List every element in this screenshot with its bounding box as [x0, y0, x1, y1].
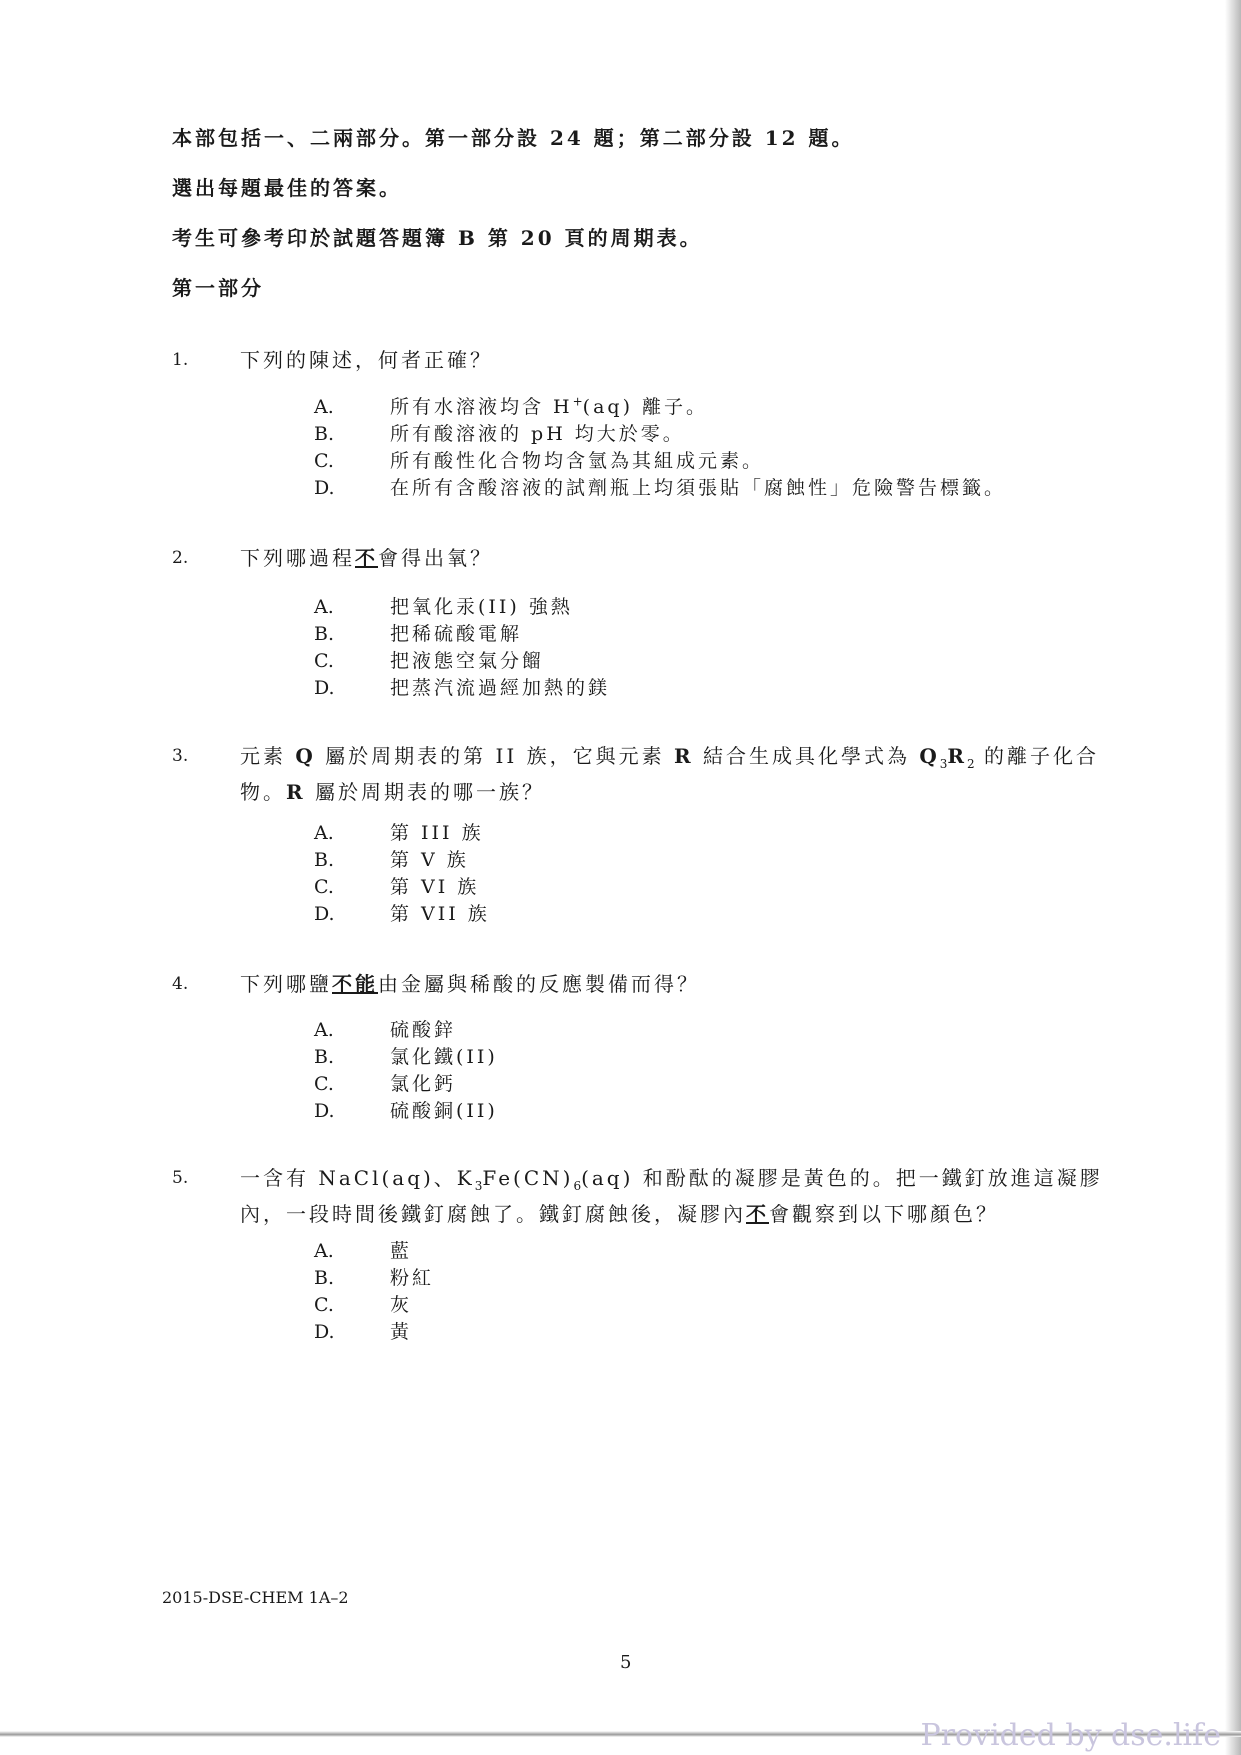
option-text: 第 VII 族 — [390, 903, 490, 925]
option-c — [314, 1069, 456, 1096]
option-a — [314, 392, 708, 419]
option-label: C. — [314, 1294, 334, 1316]
option-label: A. — [314, 596, 334, 618]
option-label: C. — [314, 450, 334, 472]
option-label: B. — [314, 1046, 335, 1068]
option-d — [314, 1096, 498, 1123]
option-label: A. — [314, 1019, 334, 1041]
question-number: 3. — [172, 746, 189, 766]
option-a — [314, 592, 573, 619]
option-text: 把蒸汽流過經加熱的鎂 — [390, 677, 611, 699]
option-text: 把氧化汞(II) 強熱 — [390, 596, 573, 618]
option-c — [314, 1290, 412, 1317]
option-c — [314, 872, 479, 899]
option-label: A. — [314, 1240, 334, 1262]
option-label: A. — [314, 396, 334, 418]
option-d — [314, 473, 1006, 500]
question-number: 4. — [172, 974, 189, 994]
instruction-parts: 本部包括一、二兩部分。第一部分設 24 題；第二部分設 12 題。 — [172, 126, 855, 150]
instruction-periodic-table: 考生可參考印於試題答題簿 B 第 20 頁的周期表。 — [172, 226, 703, 250]
option-b — [314, 1263, 434, 1290]
option-label: D. — [314, 677, 335, 699]
question-text: 元素 Q 屬於周期表的第 II 族，它與元素 R 結合生成具化學式為 $Q_3R_2$ 的離子化合物。R 屬於周期表的哪一族？ — [240, 744, 1100, 804]
option-label: D. — [314, 477, 335, 499]
option-d — [314, 673, 610, 700]
option-c — [314, 646, 544, 673]
option-text: 硫酸鋅 — [390, 1019, 457, 1041]
option-text: 把液態空氣分餾 — [390, 650, 545, 672]
option-text: 第 III 族 — [390, 822, 484, 844]
question-number: 2. — [172, 548, 189, 568]
option-d — [314, 1317, 412, 1344]
question-text: 一含有 NaCl(aq)、$K_3Fe(CN)_6(aq)$ 和酚酞的凝膠是黃色的。把一鐵釘放進這凝膠內，一段時間後鐵釘腐蝕了。鐵釘腐蝕後，凝膠內不會觀察到以下哪顏色？ — [240, 1166, 1103, 1226]
watermark: Provided by dse.life — [920, 1718, 1221, 1753]
option-label: D. — [314, 1321, 335, 1343]
option-b — [314, 619, 522, 646]
option-text: 藍 — [390, 1240, 413, 1262]
option-label: D. — [314, 1100, 335, 1122]
option-label: D. — [314, 903, 335, 925]
option-b — [314, 1042, 498, 1069]
paper-code: 2015-DSE-CHEM 1A–2 — [162, 1588, 349, 1607]
option-text: 在所有含酸溶液的試劑瓶上均須張貼「腐蝕性」危險警告標籤。 — [390, 477, 1007, 499]
instruction-choose-best: 選出每題最佳的答案。 — [172, 176, 402, 200]
option-label: C. — [314, 1073, 334, 1095]
page-number: 5 — [620, 1652, 632, 1673]
option-text: 氯化鐵(II) — [390, 1046, 498, 1068]
option-b — [314, 845, 469, 872]
option-label: C. — [314, 876, 334, 898]
option-label: B. — [314, 849, 335, 871]
option-label: C. — [314, 650, 334, 672]
option-label: A. — [314, 822, 334, 844]
option-text: 黃 — [390, 1321, 413, 1343]
option-text: 粉紅 — [390, 1267, 435, 1289]
option-text: 所有酸溶液的 pH 均大於零。 — [390, 423, 685, 445]
option-label: B. — [314, 623, 335, 645]
option-text: 第 VI 族 — [390, 876, 480, 898]
option-a — [314, 818, 484, 845]
question-text: 下列哪過程不會得出氧？ — [240, 546, 493, 570]
option-text: 硫酸銅(II) — [390, 1100, 498, 1122]
section-title: 第一部分 — [172, 276, 264, 300]
option-text: 把稀硫酸電解 — [390, 623, 523, 645]
option-a — [314, 1015, 456, 1042]
question-number: 1. — [172, 350, 189, 370]
question-text: 下列哪鹽不能由金屬與稀酸的反應製備而得？ — [240, 972, 700, 996]
option-text: 所有酸性化合物均含氫為其組成元素。 — [390, 450, 765, 472]
option-text: 所有水溶液均含 H+(aq) 離子。 — [390, 394, 709, 418]
option-text: 灰 — [390, 1294, 413, 1316]
option-c — [314, 446, 764, 473]
option-a — [314, 1236, 412, 1263]
option-label: B. — [314, 423, 335, 445]
option-b — [314, 419, 685, 446]
option-label: B. — [314, 1267, 335, 1289]
question-number: 5. — [172, 1168, 189, 1188]
option-text: 第 V 族 — [390, 849, 469, 871]
scan-edge-right — [1225, 0, 1241, 1755]
question-text: 下列的陳述，何者正確？ — [240, 348, 493, 372]
option-text: 氯化鈣 — [390, 1073, 457, 1095]
option-d — [314, 899, 490, 926]
